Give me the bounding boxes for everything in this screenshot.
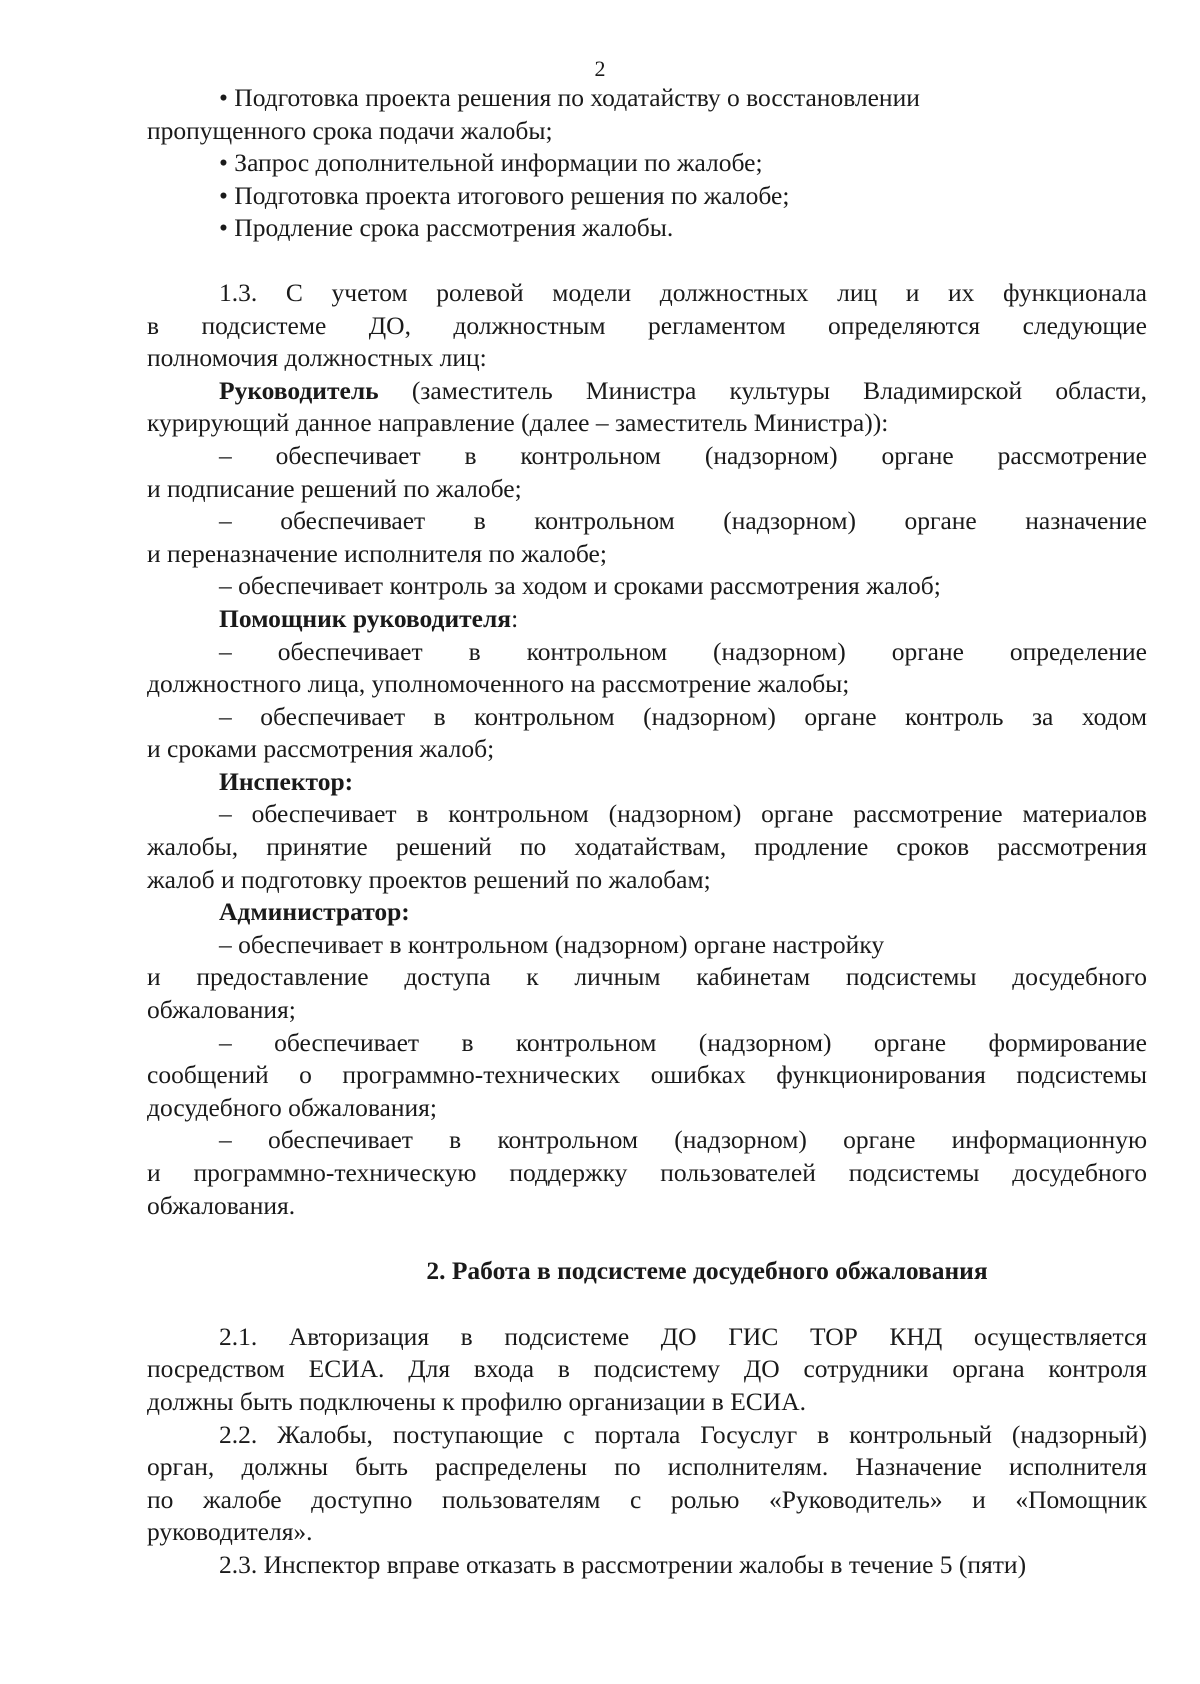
duty-line: обжалования;: [147, 995, 296, 1025]
duty-line: – обеспечивает в контрольном (надзорном) органе рассмотрение материалов: [219, 799, 1147, 829]
role-head-line: [147, 375, 1147, 408]
duty-line: – обеспечивает в контрольном (надзорном) органе определение: [219, 636, 1147, 666]
role-colon: :: [511, 603, 519, 633]
bullet-item: • Запрос дополнительной информации по жалобе;: [219, 148, 763, 178]
paragraph-line: должны быть подключены к профилю организации в ЕСИА.: [147, 1386, 806, 1416]
role-assistant: [147, 603, 1147, 766]
paragraph-2-2: [147, 1419, 1147, 1549]
role-head: [147, 375, 1147, 603]
duty-line: и подписание решений по жалобе;: [147, 473, 522, 503]
role-title: Помощник руководителя: [219, 603, 512, 633]
section-title: 2. Работа в подсистеме досудебного обжалования: [426, 1256, 988, 1286]
duty-line: жалоб и подготовку проектов решений по жалобам;: [147, 864, 711, 894]
duty-line: жалобы, принятие решений по ходатайствам, продление сроков рассмотрения: [147, 832, 1147, 862]
document-body: [147, 82, 1147, 1582]
role-desc: (заместитель Министра культуры Владимирской области,: [378, 375, 1147, 405]
duty-line: досудебного обжалования;: [147, 1092, 437, 1122]
duty-line: и переназначение исполнителя по жалобе;: [147, 538, 607, 568]
duty-line: должностного лица, уполномоченного на рассмотрение жалобы;: [147, 669, 850, 699]
bullet-item-continuation: пропущенного срока подачи жалобы;: [147, 115, 553, 145]
duty-line: – обеспечивает в контрольном (надзорном) органе настройку: [219, 929, 885, 959]
role-desc-line: курирующий данное направление (далее – заместитель Министра)):: [147, 408, 889, 438]
duty-line: – обеспечивает в контрольном (надзорном) органе формирование: [219, 1027, 1147, 1057]
duty-line: сообщений о программно-технических ошибках функционирования подсистемы: [147, 1060, 1147, 1090]
duty-line: и предоставление доступа к личным кабинетам подсистемы досудебного: [147, 962, 1147, 992]
paragraph-line: 2.3. Инспектор вправе отказать в рассмотрении жалобы в течение 5 (пяти): [219, 1549, 1027, 1579]
duty-line: обжалования.: [147, 1190, 296, 1220]
paragraph-1-3: [147, 277, 1147, 375]
paragraph-2-3: [147, 1549, 1147, 1582]
paragraph-2-1: [147, 1321, 1147, 1419]
paragraph-line: 2.2. Жалобы, поступающие с портала Госуслуг в контрольный (надзорный): [219, 1419, 1147, 1449]
paragraph-line: по жалобе доступно пользователям с ролью «Руководитель» и «Помощник: [147, 1484, 1147, 1514]
role-title-line: [147, 603, 1147, 636]
role-title: Руководитель: [219, 375, 379, 405]
paragraph-line: посредством ЕСИА. Для входа в подсистему ДО сотрудники органа контроля: [147, 1354, 1147, 1384]
paragraph-line: полномочия должностных лиц:: [147, 343, 487, 373]
role-title: Администратор:: [219, 897, 410, 927]
paragraph-line: 1.3. С учетом ролевой модели должностных лиц и их функционала: [219, 277, 1147, 307]
role-title: Инспектор:: [219, 766, 354, 796]
duty-line: и сроками рассмотрения жалоб;: [147, 734, 495, 764]
paragraph-line: орган, должны быть распределены по исполнителям. Назначение исполнителя: [147, 1452, 1147, 1482]
role-admin: [147, 896, 1147, 1222]
bullet-item: • Продление срока рассмотрения жалобы.: [219, 213, 674, 243]
paragraph-line: 2.1. Авторизация в подсистеме ДО ГИС ТОР КНД осуществляется: [219, 1321, 1147, 1351]
bullet-list: [147, 82, 1147, 245]
duty-line: – обеспечивает в контрольном (надзорном) органе информационную: [219, 1125, 1147, 1155]
page-number: 2: [594, 56, 606, 81]
duty-line: – обеспечивает в контрольном (надзорном) органе назначение: [219, 506, 1147, 536]
paragraph-line: руководителя».: [147, 1517, 313, 1547]
duty-line: – обеспечивает контроль за ходом и сроками рассмотрения жалоб;: [219, 571, 941, 601]
bullet-item: • Подготовка проекта итогового решения по жалобе;: [219, 180, 790, 210]
bullet-item: • Подготовка проекта решения по ходатайству о восстановлении: [219, 83, 920, 112]
duty-line: – обеспечивает в контрольном (надзорном) органе контроль за ходом: [219, 701, 1147, 731]
duty-line: и программно-техническую поддержку пользователей подсистемы досудебного: [147, 1158, 1147, 1187]
paragraph-line: в подсистеме ДО, должностным регламентом определяются следующие: [147, 310, 1147, 340]
duty-line: – обеспечивает в контрольном (надзорном) органе рассмотрение: [219, 440, 1147, 470]
role-inspector: [147, 766, 1147, 896]
